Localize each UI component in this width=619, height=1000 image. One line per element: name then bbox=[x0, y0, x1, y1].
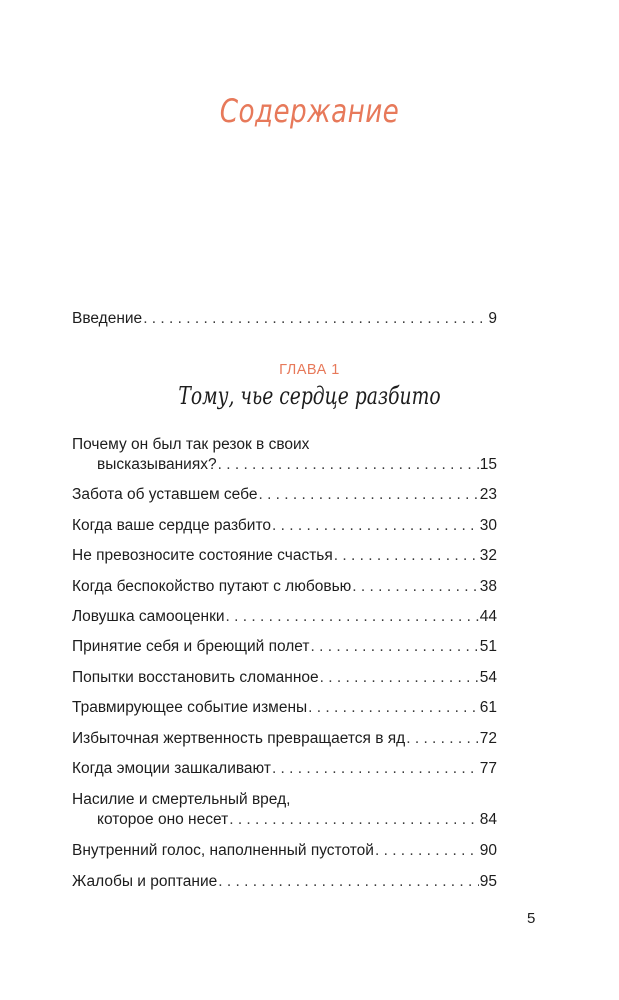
toc-entry-line1[interactable]: Насилие и смертельный вред, bbox=[72, 791, 291, 808]
toc-entry-label: Когда ваше сердце разбито bbox=[72, 517, 272, 534]
toc-entry-line1[interactable]: Почему он был так резок в своих bbox=[72, 436, 310, 453]
toc-entry-label: которое оно несет bbox=[97, 811, 229, 828]
dot-leader bbox=[406, 729, 479, 749]
toc-entry[interactable] bbox=[72, 698, 497, 718]
toc-entry-label: Жалобы и роптание bbox=[72, 873, 218, 890]
toc-entry[interactable] bbox=[97, 455, 497, 475]
toc-entry-page: 61 bbox=[479, 699, 497, 716]
toc-entry[interactable] bbox=[97, 810, 497, 830]
dot-leader bbox=[311, 637, 479, 657]
toc-entry-label: высказываниях? bbox=[97, 456, 217, 473]
toc-entry[interactable] bbox=[72, 637, 497, 657]
toc-entry[interactable] bbox=[72, 607, 497, 627]
toc-entry-label: Травмирующее событие измены bbox=[72, 699, 308, 716]
toc-entry-label: Введение bbox=[72, 310, 143, 327]
toc-entry-label: Не превозносите состояние счастья bbox=[72, 547, 333, 564]
dot-leader bbox=[308, 698, 479, 718]
dot-leader bbox=[229, 810, 479, 830]
toc-entry-label: Внутренний голос, наполненный пустотой bbox=[72, 842, 374, 859]
dot-leader bbox=[218, 455, 479, 475]
toc-entry-label: Забота об уставшем себе bbox=[72, 486, 258, 503]
toc-entry-label: Принятие себя и бреющий полет bbox=[72, 638, 310, 655]
toc-entry[interactable] bbox=[72, 516, 497, 536]
dot-leader bbox=[143, 309, 487, 329]
toc-entry-label: Ловушка самооценки bbox=[72, 608, 225, 625]
toc-entry-label: Когда эмоции зашкаливают bbox=[72, 760, 271, 777]
toc-entry-page: 15 bbox=[479, 456, 497, 473]
toc-entry-page: 9 bbox=[488, 310, 497, 327]
toc-entry[interactable] bbox=[72, 577, 497, 597]
toc-entry[interactable] bbox=[72, 729, 497, 749]
toc-entry-page: 51 bbox=[479, 638, 497, 655]
dot-leader bbox=[272, 759, 479, 779]
toc-entry-page: 44 bbox=[479, 608, 497, 625]
toc-entry-page: 38 bbox=[479, 578, 497, 595]
dot-leader bbox=[375, 841, 479, 861]
dot-leader bbox=[226, 607, 479, 627]
chapter-label: ГЛАВА 1 bbox=[279, 362, 340, 378]
toc-entry-page: 32 bbox=[479, 547, 497, 564]
dot-leader bbox=[320, 668, 479, 688]
toc-entry-label: Избыточная жертвенность превращается в яд bbox=[72, 730, 406, 747]
toc-entry[interactable] bbox=[72, 841, 497, 861]
dot-leader bbox=[352, 577, 478, 597]
toc-entry-label: Когда беспокойство путают с любовью bbox=[72, 578, 352, 595]
toc-entry-page: 90 bbox=[479, 842, 497, 859]
toc-entry-page: 23 bbox=[479, 486, 497, 503]
page-title: Содержание bbox=[219, 92, 400, 130]
toc-entry[interactable] bbox=[72, 759, 497, 779]
toc-entry[interactable] bbox=[72, 485, 497, 505]
toc-entry-intro[interactable] bbox=[72, 309, 497, 329]
toc-entry-page: 84 bbox=[479, 811, 497, 828]
chapter-title: Тому, чье сердце разбито bbox=[178, 382, 441, 410]
toc-entry-page: 77 bbox=[479, 760, 497, 777]
toc-entry-label: Попытки восстановить сломанное bbox=[72, 669, 319, 686]
toc-entry-page: 54 bbox=[479, 669, 497, 686]
dot-leader bbox=[334, 546, 479, 566]
toc-entry[interactable] bbox=[72, 546, 497, 566]
page-number: 5 bbox=[527, 910, 536, 927]
toc-entry[interactable] bbox=[72, 668, 497, 688]
dot-leader bbox=[258, 485, 478, 505]
toc-entry-page: 72 bbox=[479, 730, 497, 747]
toc-entry-page: 30 bbox=[479, 517, 497, 534]
dot-leader bbox=[272, 516, 479, 536]
toc-entry[interactable] bbox=[72, 872, 497, 892]
dot-leader bbox=[218, 872, 478, 892]
toc-entry-page: 95 bbox=[479, 873, 497, 890]
